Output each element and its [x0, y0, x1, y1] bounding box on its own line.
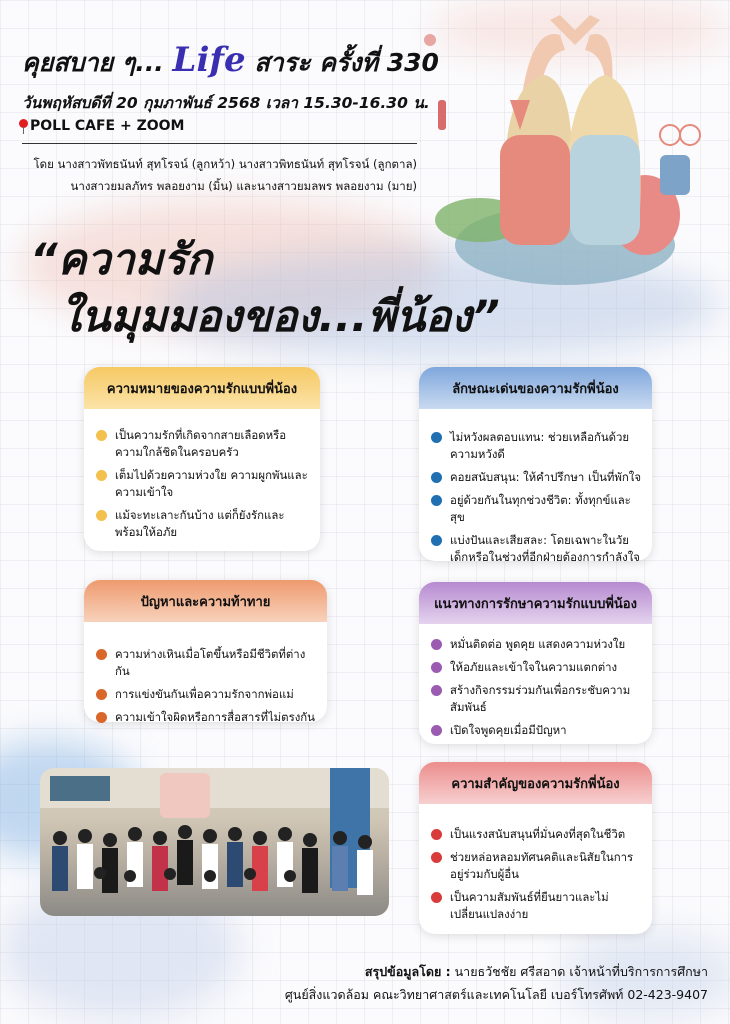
- list-item: คอยสนับสนุน: ให้คำปรึกษา เป็นที่พักใจ: [431, 469, 644, 486]
- bullet-dot: [96, 430, 107, 441]
- list-item: ไม่หวังผลตอบแทน: ช่วยเหลือกันด้วยความหวังดี: [431, 429, 644, 463]
- list-item: ให้อภัยและเข้าใจในความแตกต่าง: [431, 659, 644, 676]
- card-importance-list: [431, 826, 644, 929]
- footer-label: สรุปข้อมูลโดย :: [364, 964, 451, 979]
- event-date: วันพฤหัสบดีที่ 20 กุมภาพันธ์ 2568 เวลา 15.30-16.30 น.: [22, 94, 430, 112]
- card-maintain-list: [431, 636, 644, 745]
- card-challenges: [84, 580, 327, 722]
- title-prefix: คุยสบาย ๆ...: [22, 48, 164, 77]
- card-maintain-title: แนวทางการรักษาความรักแบบพี่น้อง: [419, 582, 652, 624]
- sisters-illustration: [390, 15, 720, 285]
- list-item: อยู่ด้วยกันในทุกช่วงชีวิต: ทั้งทุกข์และสุข: [431, 492, 644, 526]
- card-maintain: [419, 582, 652, 744]
- bullet-dot: [431, 639, 442, 650]
- main-title-line-1: “ความรัก: [30, 235, 213, 285]
- venue-text: POLL CAFE + ZOOM: [30, 118, 185, 134]
- footer-name: นายธวัชชัย ศรีสอาด เจ้าหน้าที่บริการการศึกษา: [450, 964, 708, 979]
- list-item: เป็นความสัมพันธ์ที่ยืนยาวและไม่เปลี่ยนแปลงง่าย: [431, 889, 644, 923]
- bullet-dot: [431, 892, 442, 903]
- bullet-dot: [431, 535, 442, 546]
- list-item: เต็มไปด้วยความห่วงใย ความผูกพันและความเข้าใจ: [96, 467, 312, 501]
- speakers-line-2: นางสาวยมลภัทร พลอยงาม (มิ้น) และนางสาวยมลพร พลอยงาม (มาย): [70, 179, 417, 193]
- bullet-dot: [431, 725, 442, 736]
- event-title: [22, 40, 439, 83]
- title-life: Life: [172, 40, 246, 80]
- card-importance: [419, 762, 652, 934]
- list-item: แบ่งปันและเสียสละ: โดยเฉพาะในวัยเด็กหรือในช่วงที่อีกฝ่ายต้องการกำลังใจ: [431, 532, 644, 566]
- footer-contact: ศูนย์สิ่งแวดล้อม คณะวิทยาศาสตร์และเทคโนโลยี เบอร์โทรศัพท์ 02-423-9407: [284, 987, 708, 1002]
- card-meaning-title: ความหมายของความรักแบบพี่น้อง: [84, 367, 320, 409]
- card-importance-title: ความสำคัญของความรักพี่น้อง: [419, 762, 652, 804]
- map-pin-icon: [18, 119, 28, 133]
- bullet-dot: [96, 510, 107, 521]
- bullet-dot: [431, 662, 442, 673]
- list-item: หมั่นติดต่อ พูดคุย แสดงความห่วงใย: [431, 636, 644, 653]
- group-photo: [40, 768, 389, 916]
- card-traits-list: [431, 429, 644, 572]
- bullet-dot: [96, 649, 107, 660]
- event-venue: [18, 118, 184, 134]
- bullet-dot: [96, 712, 107, 723]
- bullet-dot: [431, 852, 442, 863]
- list-item: ความห่างเหินเมื่อโตขึ้นหรือมีชีวิตที่ต่างกัน: [96, 646, 319, 680]
- bullet-dot: [431, 432, 442, 443]
- card-traits: [419, 367, 652, 564]
- list-item: เป็นแรงสนับสนุนที่มั่นคงที่สุดในชีวิต: [431, 826, 644, 843]
- bullet-dot: [431, 685, 442, 696]
- card-traits-title: ลักษณะเด่นของความรักพี่น้อง: [419, 367, 652, 409]
- bullet-dot: [431, 829, 442, 840]
- list-item: แม้จะทะเลาะกันบ้าง แต่ก็ยังรักและพร้อมให้อภัย: [96, 507, 312, 541]
- list-item: การแข่งขันกันเพื่อความรักจากพ่อแม่: [96, 686, 319, 703]
- list-item: ช่วยหล่อหลอมทัศนคติและนิสัยในการอยู่ร่วมกับผู้อื่น: [431, 849, 644, 883]
- bullet-dot: [431, 472, 442, 483]
- card-meaning: [84, 367, 320, 551]
- card-challenges-title: ปัญหาและความท้าทาย: [84, 580, 327, 622]
- list-item: สร้างกิจกรรมร่วมกันเพื่อกระชับความสัมพันธ์: [431, 682, 644, 716]
- group-photo-image: [40, 768, 389, 916]
- list-item: เป็นความรักที่เกิดจากสายเลือดหรือความใกล้ชิดในครอบครัว: [96, 427, 312, 461]
- card-challenges-list: [96, 646, 319, 732]
- title-suffix: สาระ ครั้งที่ 330: [254, 48, 439, 77]
- main-title-line-2: ในมุมมองของ...พี่น้อง”: [60, 292, 500, 342]
- bullet-dot: [431, 495, 442, 506]
- divider: [22, 143, 417, 144]
- card-meaning-list: [96, 427, 312, 547]
- bullet-dot: [96, 689, 107, 700]
- list-item: ความเข้าใจผิดหรือการสื่อสารที่ไม่ตรงกัน: [96, 709, 319, 726]
- bullet-dot: [96, 470, 107, 481]
- speakers-line-1: โดย นางสาวพัทธนันท์ สุทโรจน์ (ลูกหว้า) นางสาวพิทธนันท์ สุทโรจน์ (ลูกตาล): [33, 157, 417, 171]
- footer-credit: [365, 962, 708, 982]
- list-item: เปิดใจพูดคุยเมื่อมีปัญหา: [431, 722, 644, 739]
